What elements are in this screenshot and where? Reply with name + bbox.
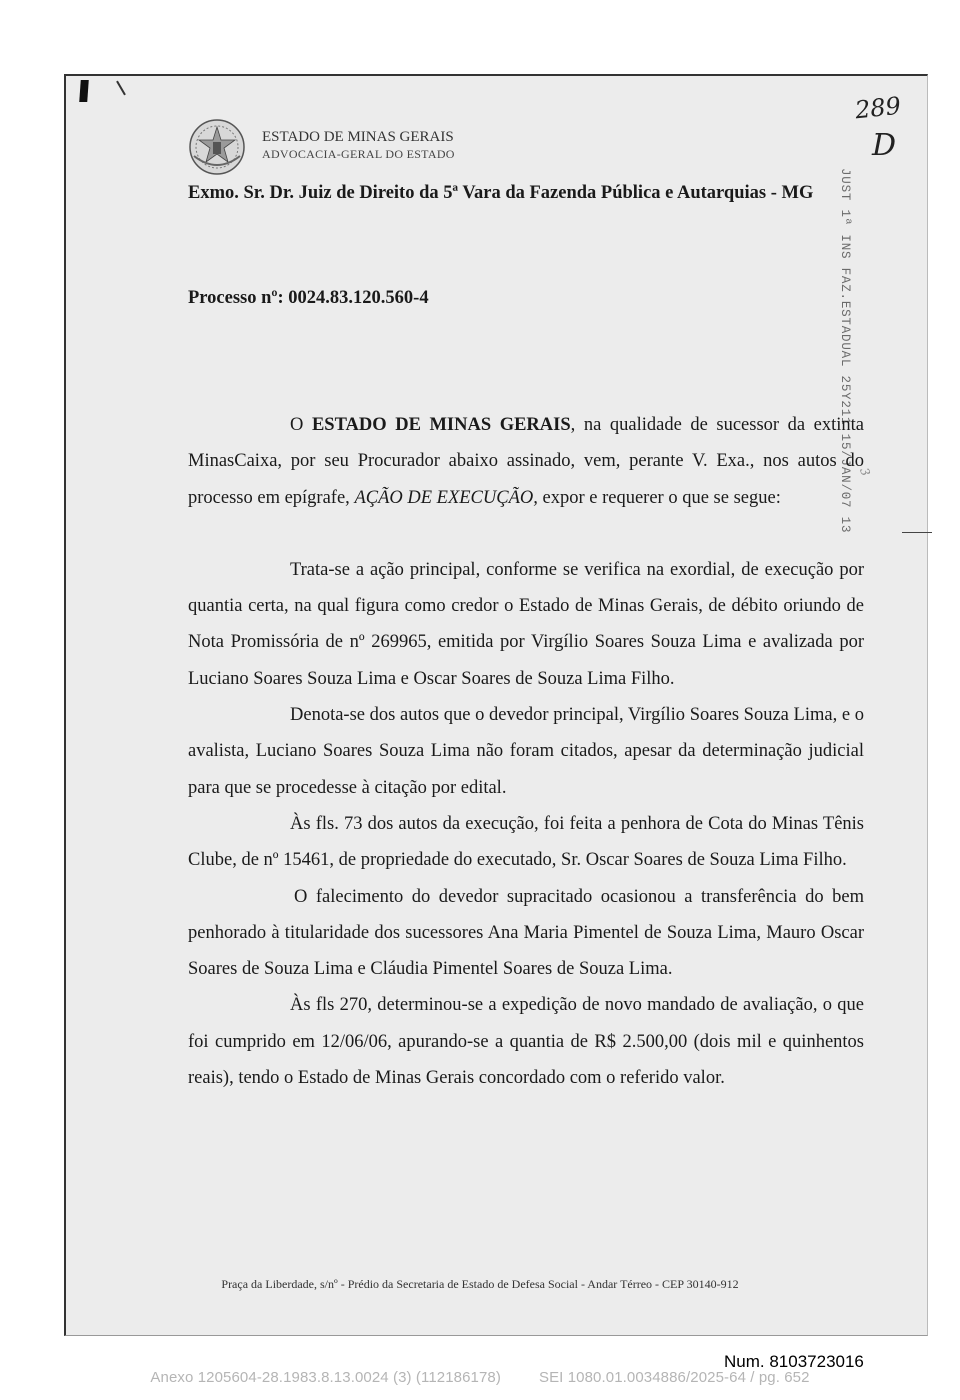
agency-subtitle: ADVOCACIA-GERAL DO ESTADO xyxy=(262,147,455,161)
bottom-reference-right: SEI 1080.01.0034886/2025-64 / pg. 652 xyxy=(538,1369,810,1386)
handwritten-page-number: 289 xyxy=(853,91,903,125)
agency-name: ESTADO DE MINAS GERAIS xyxy=(262,129,454,145)
paragraph-succession: O falecimento do devedor supracitado ocasionou a transferência do bem penhorado à titularidade dos sucessores Ana Maria Pimentel de Souza Lima, Mauro Oscar Soares de Souza Lima e Cláudia Pimentel Soares de Souza Lima. xyxy=(188,886,864,980)
intro-action-name: AÇÃO DE EXECUÇÃO, xyxy=(354,487,538,508)
paragraph-seizure: Às fls. 73 dos autos da execução, foi feita a penhora de Cota do Minas Tênis Clube, de nº 15461, de propriedade do executado, Sr. Oscar Soares de Souza Lima Filho. xyxy=(188,813,864,871)
handwritten-initial: D xyxy=(872,128,897,163)
scan-corner-mark xyxy=(79,80,89,102)
state-coat-of-arms-icon xyxy=(188,118,246,176)
bottom-reference-left: Anexo 1205604-28.1983.8.13.0024 (3) (112186178) xyxy=(150,1369,501,1386)
document-number: Num. 8103723016 xyxy=(724,1352,864,1371)
process-number: Processo nº: 0024.83.120.560-4 xyxy=(188,288,429,308)
intro-text-a: O xyxy=(290,415,312,435)
addressee-line: Exmo. Sr. Dr. Juiz de Direito da 5ª Vara da Fazenda Pública e Autarquias - MG xyxy=(188,183,814,203)
intro-party-name: ESTADO DE MINAS GERAIS xyxy=(311,415,571,435)
paragraph-case-summary: Trata-se a ação principal, conforme se verifica na exordial, de execução por quantia certa, na qual figura como credor o Estado de Minas Gerais, de débito oriundo de Nota Promissória de nº 269965, emitida por Virgílio Soares Souza Lima e avalizada por Luciano Soares Souza Lima e Oscar Soares de Souza Lima Filho. xyxy=(188,559,864,689)
paragraph-intro xyxy=(188,407,864,516)
letterhead xyxy=(262,129,455,163)
protocol-stamp: JUST 1ª INS FAZ.ESTADUAL 25Y211 15/JAN/07 13 xyxy=(838,168,852,534)
footer-address: Praça da Liberdade, s/nº - Prédio da Secretaria de Estado de Defesa Social - Andar Térreo - CEP 30140-912 xyxy=(221,1277,739,1291)
petition-body xyxy=(188,407,864,1096)
intro-text-c: , na qualidade de sucessor da extinta MinasCaixa, por seu Procurador abaixo assinado, vem, perante V. Exa., nos autos do processo em epígrafe, xyxy=(188,415,864,508)
margin-line xyxy=(902,532,932,533)
paragraph-debtors: Denota-se dos autos que o devedor principal, Virgílio Soares Souza Lima, e o avalista, Luciano Soares Souza Lima não foram citados, apesar da determinação judicial para que se procedesse à citação por edital. xyxy=(188,705,864,798)
protocol-stamp-tail: 3 xyxy=(857,465,873,478)
intro-text-e: expor e requerer o que se segue: xyxy=(537,487,781,508)
bottom-reference xyxy=(0,1369,960,1386)
paragraph-valuation: Às fls 270, determinou-se a expedição de novo mandado de avaliação, o que foi cumprido em 12/06/06, apurando-se a quantia de R$ 2.500,00 (dois mil e quinhentos reais), tendo o Estado de Minas Gerais concordado com o referido valor. xyxy=(188,995,864,1089)
